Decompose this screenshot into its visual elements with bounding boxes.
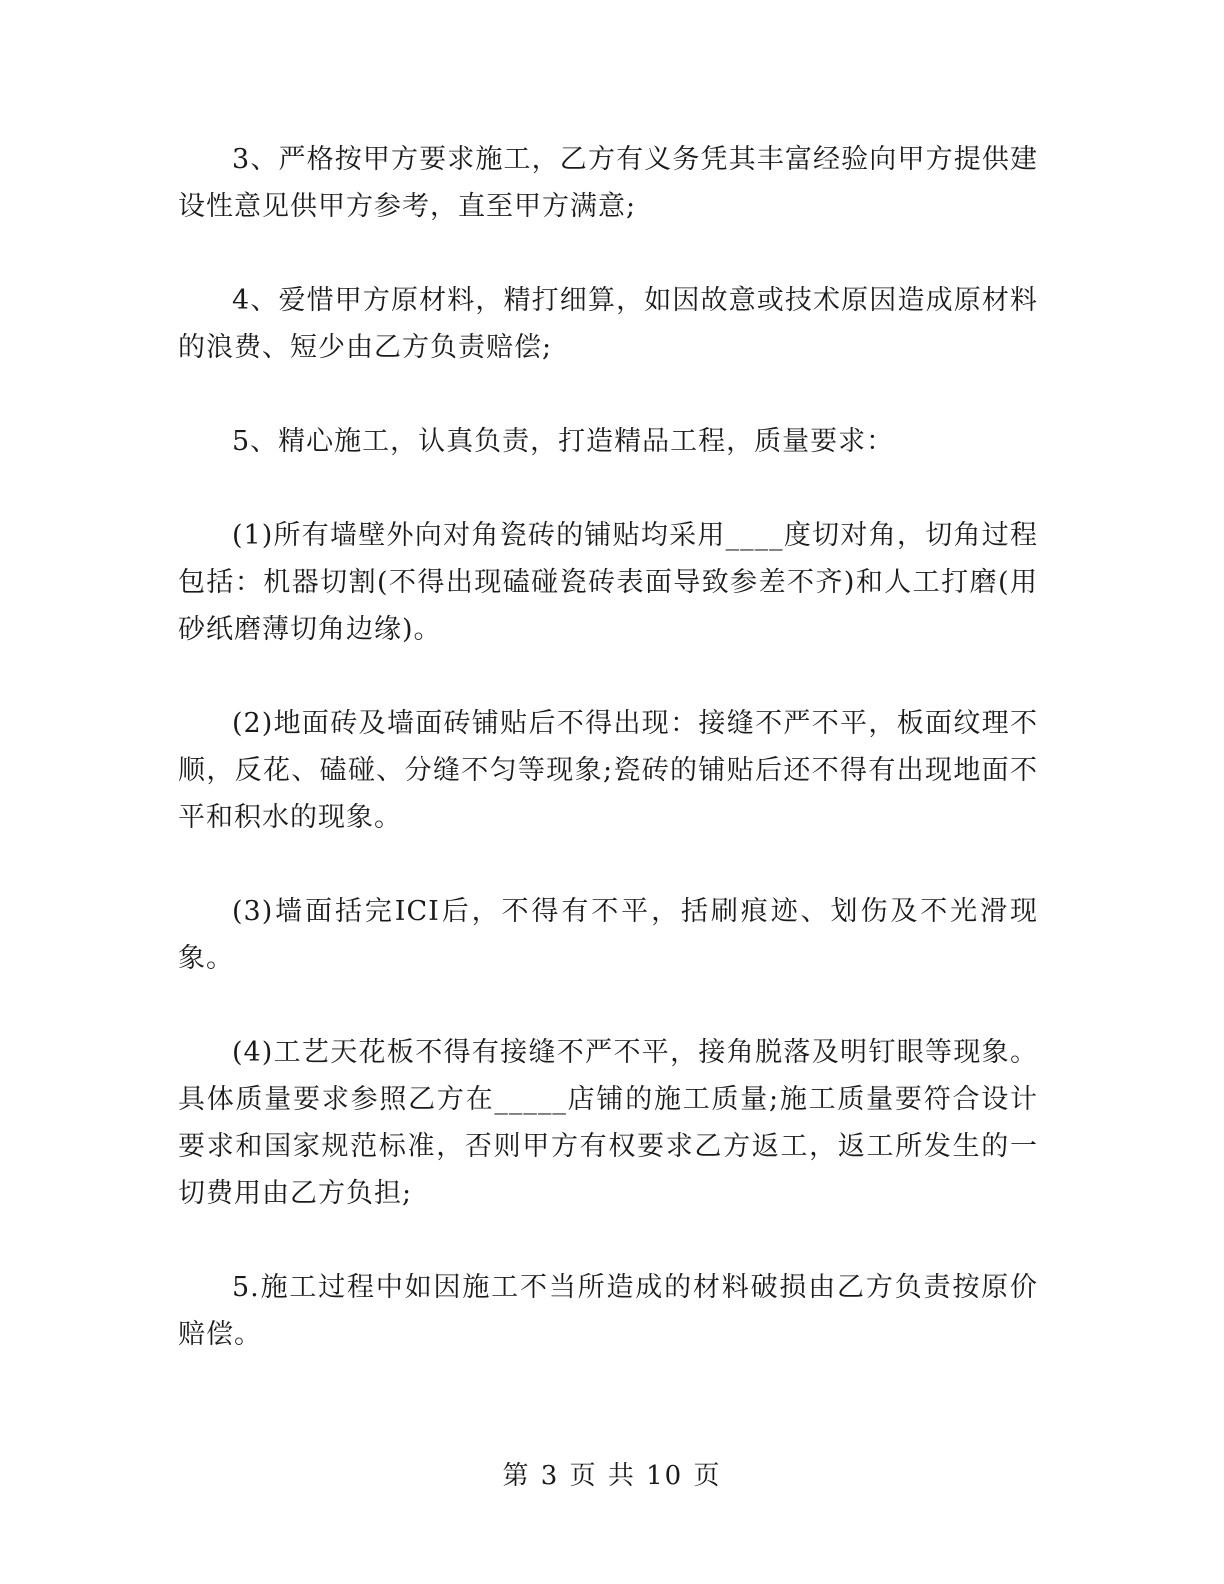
paragraph-clause-5: 5、精心施工，认真负责，打造精品工程，质量要求： [232, 426, 895, 457]
document-body [178, 136, 1038, 1405]
paragraph-quality-4: (4)工艺天花板不得有接缝不严不平，接角脱落及明钉眼等现象。具体质量要求参照乙方在_____店铺的施工质量;施工质量要符合设计要求和国家规范标准，否则甲方有权要求乙方返工，返工所发生的一切费用由乙方负担; [178, 1037, 1038, 1209]
page-number-footer: 第 3 页 共 10 页 [502, 1461, 722, 1491]
paragraph-quality-2: (2)地面砖及墙面砖铺贴后不得出现：接缝不严不平，板面纹理不顺，反花、磕碰、分缝不匀等现象;瓷砖的铺贴后还不得有出现地面不平和积水的现象。 [178, 708, 1038, 833]
paragraph-clause-4: 4、爱惜甲方原材料，精打细算，如因故意或技术原因造成原材料的浪费、短少由乙方负责赔偿; [178, 285, 1038, 363]
paragraph-clause-3: 3、严格按甲方要求施工，乙方有义务凭其丰富经验向甲方提供建设性意见供甲方参考，直至甲方满意; [178, 144, 1038, 222]
paragraph-quality-1: (1)所有墙壁外向对角瓷砖的铺贴均采用____度切对角，切角过程包括：机器切割(不得出现磕碰瓷砖表面导致参差不齐)和人工打磨(用砂纸磨薄切角边缘)。 [178, 520, 1038, 645]
paragraph-quality-3: (3)墙面括完ICI后，不得有不平，括刷痕迹、划伤及不光滑现象。 [178, 896, 1038, 974]
paragraph-clause-5-damage: 5.施工过程中如因施工不当所造成的材料破损由乙方负责按原价赔偿。 [178, 1272, 1038, 1350]
